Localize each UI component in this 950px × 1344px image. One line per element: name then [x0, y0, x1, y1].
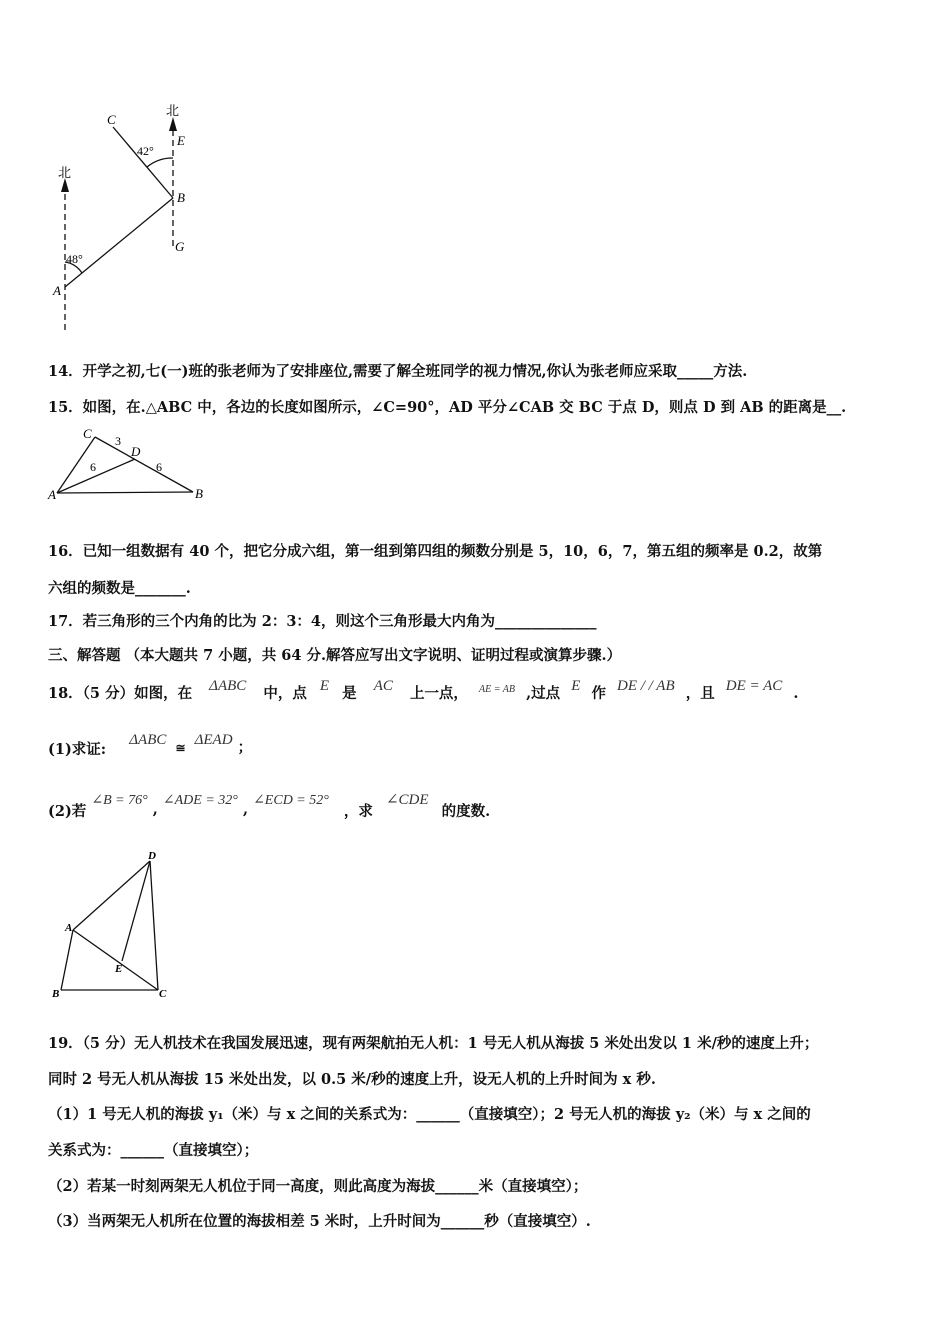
- question-19-part-1-line1: （1）1 号无人机的海拔 y₁（米）与 x 之间的关系式为：______（直接填空）；2 号无人机的海拔 y₂（米）与 x 之间的: [48, 1106, 811, 1123]
- q18-math-abc: ΔABC: [209, 678, 247, 694]
- q18-2-math-b: ∠B = 76°: [91, 793, 148, 808]
- segment-dc: [150, 861, 158, 990]
- length-cd: 3: [115, 434, 121, 448]
- question-18: [48, 674, 799, 702]
- question-17: 17．若三角形的三个内角的比为 2：3：4，则这个三角形最大内角为______________: [48, 613, 597, 630]
- q18-math-ac: AC: [373, 678, 393, 694]
- q18-text-1: 18．（5 分）如图，在: [48, 685, 193, 702]
- segment-ab2: [61, 930, 73, 990]
- segment-ad: [73, 861, 150, 930]
- section-3-heading: 三、解答题 （本大题共 7 小题，共 64 分.解答应写出文字说明、证明过程或演算步骤.）: [48, 647, 622, 664]
- q18-point-e: E: [115, 963, 123, 975]
- q18-2-math-ade: ∠ADE = 32°: [162, 793, 238, 808]
- q18-1-congruent: ≅: [175, 741, 186, 755]
- angle-arc-42: [147, 158, 173, 167]
- north-label-a: 北: [58, 165, 72, 180]
- compass-figure: [40, 95, 210, 340]
- side-ab: [57, 492, 193, 493]
- q18-figure: [45, 845, 185, 1005]
- segment-ab: [65, 198, 173, 287]
- angle-42-label: 42°: [137, 144, 154, 158]
- point-a: A: [53, 283, 61, 298]
- north-arrow-b: [169, 117, 177, 131]
- q18-math-e2: E: [571, 678, 581, 694]
- q18-math-de-ac: DE = AC: [725, 678, 783, 694]
- question-16-line1: 16．已知一组数据有 40 个，把它分成六组，第一组到第四组的频数分别是 5，10，6，7，第五组的频率是 0.2，故第: [48, 543, 823, 560]
- question-19-part-2: （2）若某一时刻两架无人机位于同一高度，则此高度为海拔______米（直接填空）；: [48, 1178, 588, 1195]
- question-19-line2: 同时 2 号无人机从海拔 15 米处出发，以 0.5 米/秒的速度上升，设无人机的上升时间为 x 秒.: [48, 1071, 656, 1088]
- question-18-part-2: [48, 788, 491, 820]
- point-b: B: [177, 190, 185, 205]
- q18-2-math-cde: ∠CDE: [385, 792, 429, 808]
- question-14: 14．开学之初,七(一)班的张老师为了安排座位,需要了解全班同学的视力情况,你认为张老师应采取_____方法.: [48, 363, 748, 380]
- q18-1-label: (1)求证:: [48, 741, 107, 758]
- q18-math-de-ab: DE / / AB: [617, 678, 675, 694]
- question-15: 15．如图，在.△ABC 中，各边的长度如图所示，∠C=90°，AD 平分∠CAB 交 BC 于点 D，则点 D 到 AB 的距离是__.: [48, 399, 847, 416]
- north-label-b: 北: [166, 103, 180, 118]
- side-cb: [95, 437, 193, 492]
- question-19-part-1-line2: 关系式为：______（直接填空）；: [48, 1142, 259, 1159]
- question-19-line1: 19．（5 分）无人机技术在我国发展迅速，现有两架航拍无人机：1 号无人机从海拔 5 米处出发以 1 米/秒的速度上升；: [48, 1035, 819, 1052]
- q18-2-comma-2: ,: [242, 801, 249, 818]
- q18-text-4: 上一点，: [409, 685, 468, 702]
- tri-point-a: A: [48, 487, 56, 502]
- segment-ac: [73, 930, 158, 990]
- q18-2-math-ecd: ∠ECD = 52°: [253, 793, 329, 808]
- length-ad: 6: [90, 460, 96, 474]
- north-arrow-a: [61, 178, 69, 192]
- q18-text-6: 作: [591, 685, 606, 702]
- tri-point-d: D: [131, 444, 141, 459]
- q18-point-d: D: [148, 850, 156, 862]
- angle-48-label: 48°: [66, 252, 83, 266]
- point-c: C: [107, 112, 116, 127]
- q18-point-c: C: [159, 988, 167, 1000]
- q18-text-3: 是: [342, 685, 357, 702]
- q18-math-ae-ab: AE = AB: [479, 684, 516, 695]
- q18-2-text-2: 的度数.: [441, 803, 491, 820]
- q18-1-end: ；: [237, 739, 253, 756]
- tri-point-b: B: [195, 486, 203, 501]
- segment-de: [122, 861, 150, 961]
- q18-1-math-ead: ΔEAD: [194, 732, 233, 748]
- q18-2-comma-1: ,: [152, 801, 158, 818]
- segment-cb: [113, 127, 173, 198]
- tri-point-c: C: [83, 426, 92, 441]
- q18-math-e: E: [319, 678, 330, 694]
- question-19-part-3: （3）当两架无人机所在位置的海拔相差 5 米时，上升时间为______秒（直接填空）.: [48, 1213, 591, 1230]
- q18-text-7: ，且: [685, 685, 715, 702]
- q18-2-text-1: ，求: [343, 803, 373, 820]
- q18-2-label: (2)若: [48, 803, 87, 820]
- question-18-part-1: [48, 728, 253, 758]
- length-db: 6: [156, 460, 162, 474]
- q18-point-b: B: [52, 988, 60, 1000]
- q18-text-8: .: [793, 685, 799, 702]
- q18-point-a: A: [65, 922, 73, 934]
- point-g: G: [175, 239, 185, 254]
- q18-text-2: 中，点: [263, 685, 307, 702]
- q18-1-math-abc: ΔABC: [129, 732, 167, 748]
- question-16-line2: 六组的频数是_______.: [48, 580, 191, 597]
- point-e: E: [177, 133, 185, 148]
- triangle-figure: [45, 423, 215, 503]
- q18-text-5: ,过点: [526, 685, 561, 702]
